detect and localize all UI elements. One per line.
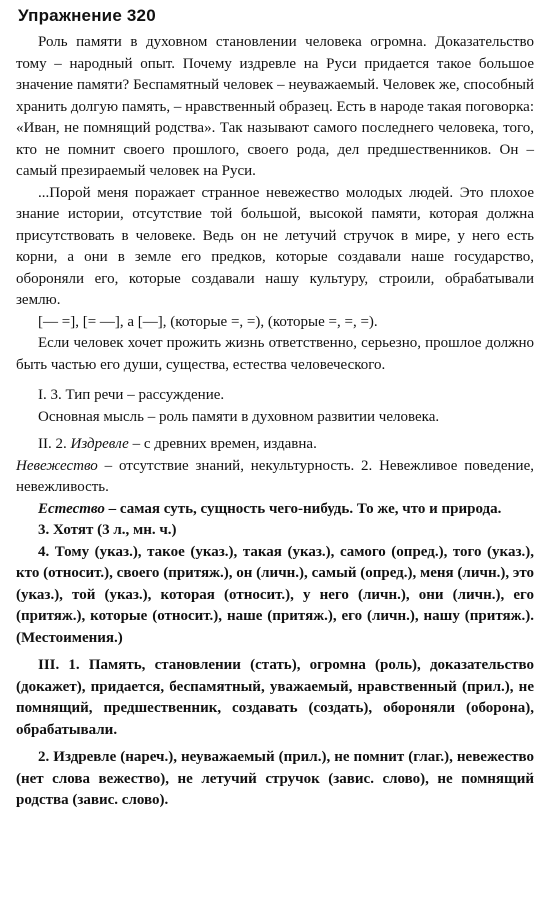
definition-estestvo: – самая суть, сущность чего-нибудь. То же, что и природа. — [104, 500, 502, 517]
analysis-2-definition-1 — [16, 434, 534, 456]
text-paragraph-1: Роль памяти в духовном становлении человека огромна. Доказательство тому – народный опыт. Почему издревле на Руси придается такое большое значение памяти? Беспамятный человек – неуважаемый. Человек же, способный хранить долгую память, – нравственный образец. Есть в народе такая поговорка: «Иван, не помнящий родства». Так называют самого последнего человека, того, кто не помнит своего прошлого, своего рода, дел предшественников. Он – самый презираемый человек на Руси. — [16, 34, 534, 179]
term-estestvo: Естество — [38, 500, 105, 517]
analysis-2-item-4: 4. Тому (указ.), такое (указ.), такая (указ.), самого (опред.), того (указ.), кто (относит.), своего (притяж.), он (личн.), самый (опред.), меня (личн.), это (указ.), той (указ.), которая (относит.), у него (личн.), они (личн.), его (притяж.), которые (относит.), наше (притяж.), его (личн.), нашу (притяж.). (Местоимения.) — [16, 543, 534, 646]
term-nevezhestvo: Невежество — [16, 457, 98, 474]
analysis-2-item-3: 3. Хотят (3 л., мн. ч.) — [38, 522, 177, 538]
definition-nevezhestvo: – отсутствие знаний, некультурность. 2. Невежливое поведение, невежливость. — [16, 457, 534, 495]
analysis-2-definition-3 — [16, 499, 534, 521]
analysis-2-definition-2 — [16, 456, 534, 499]
text-paragraph-3: Если человек хочет прожить жизнь ответственно, серьезно, прошлое должно быть частью его души, существа, естества человеческого. — [16, 335, 534, 373]
definition-izdrevle: – с древних времен, издавна. — [128, 436, 317, 452]
analysis-1-speech-type: I. 3. Тип речи – рассуждение. — [38, 387, 225, 403]
term-izdrevle: Издревле — [70, 436, 129, 452]
exercise-title: Упражнение 320 — [18, 6, 156, 25]
analysis-3-item-2: 2. Издревле (нареч.), неуважаемый (прил.), не помнит (глаг.), невежество (нет слова вежество), не летучий стручок (завис. слово), не помнящий родства (завис. слово). — [16, 749, 534, 808]
sentence-scheme: [— =], [= —], а [—], (которые =, =), (которые =, =, =). — [38, 313, 378, 330]
text-paragraph-2: ...Порой меня поражает странное невежество молодых людей. Это плохое знание истории, отсутствие той большой, высокой памяти, которая должна присутствовать в человеке. Ведь он не летучий стручок в мире, у него есть корни, а они в земле его предков, которые создавали наше государство, обороняли его, которые создавали нашу культуру, строили, обрабатывали землю. — [16, 184, 534, 308]
analysis-3-item-1: III. 1. Память, становлении (стать), огромна (роль), доказательство (докажет), придается, беспамятный, уважаемый, нравственный (прил.), не помнящий, предшественник, создавать (создать), обороняли (оборона), обрабатывали. — [16, 657, 534, 738]
analysis-2-label: II. 2. — [38, 436, 71, 452]
analysis-1-main-idea: Основная мысль – роль памяти в духовном развитии человека. — [38, 408, 440, 425]
